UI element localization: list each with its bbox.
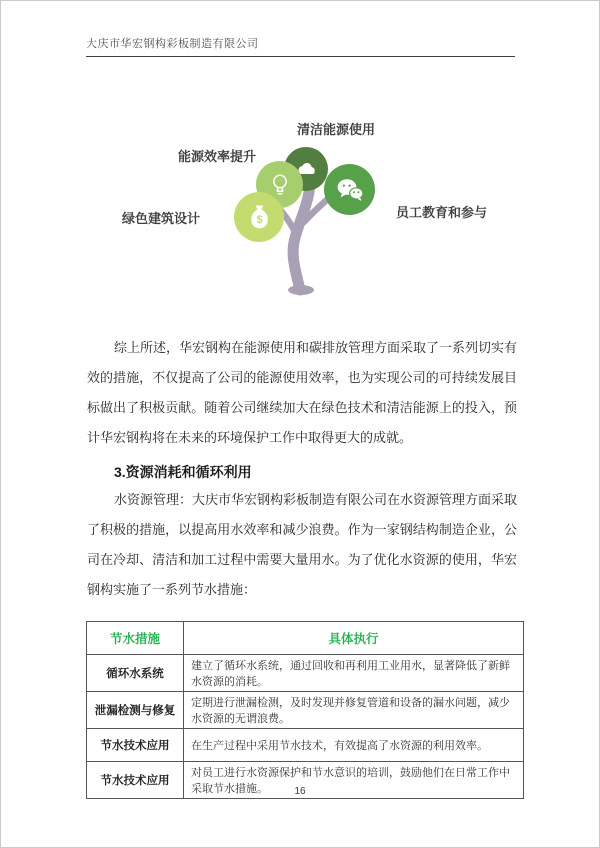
detail-cell: 对员工进行水资源保护和节水意识的培训，鼓励他们在日常工作中采取节水措施。 <box>184 762 524 799</box>
label-clean-energy: 清洁能源使用 <box>297 122 376 137</box>
table-row <box>87 729 524 762</box>
page-header <box>86 34 515 57</box>
green-building-circle <box>234 192 284 242</box>
header-company-name: 大庆市华宏钢构彩板制造有限公司 <box>86 38 259 50</box>
lightbulb-icon <box>268 172 292 198</box>
detail-cell: 定期进行泄漏检测，及时发现并修复管道和设备的漏水问题，减少水资源的无谓浪费。 <box>184 692 524 729</box>
page-number: 16 <box>294 786 306 797</box>
money-bag-icon <box>246 203 273 231</box>
detail-cell: 建立了循环水系统，通过回收和再利用工业用水，显著降低了新鲜水资源的消耗。 <box>184 655 524 692</box>
section-heading-resources: 3.资源消耗和循环利用 <box>114 464 252 480</box>
paragraph-water-management: 水资源管理：大庆市华宏钢构彩板制造有限公司在水资源管理方面采取了积极的措施，以提高用水效率和减少浪费。作为一家钢结构制造企业，公司在冷却、清洁和加工过程中需要大量用水。为了优化水资源的使用，华宏钢构实施了一系列节水措施： <box>87 492 518 597</box>
label-energy-efficiency: 能源效率提升 <box>178 149 257 164</box>
employee-education-circle <box>324 164 375 215</box>
water-saving-table <box>86 621 524 799</box>
measure-cell: 节水技术应用 <box>87 729 184 762</box>
wechat-icon <box>335 177 365 203</box>
measure-cell: 节水技术应用 <box>87 762 184 799</box>
label-green-building: 绿色建筑设计 <box>122 211 201 226</box>
table-row <box>87 655 524 692</box>
measure-cell: 循环水系统 <box>87 655 184 692</box>
svg-text:$: $ <box>255 214 263 227</box>
detail-cell: 在生产过程中采用节水技术，有效提高了水资源的利用效率。 <box>184 729 524 762</box>
green-energy-tree-diagram <box>86 106 516 306</box>
table-row <box>87 692 524 729</box>
paragraph-energy-summary: 综上所述，华宏钢构在能源使用和碳排放管理方面采取了一系列切实有效的措施，不仅提高了公司的能源使用效率，也为实现公司的可持续发展目标做出了积极贡献。随着公司继续加大在绿色技术和清洁能源上的投入，预计华宏钢构将在未来的环境保护工作中取得更大的成就。 <box>87 340 518 445</box>
label-employee-education: 员工教育和参与 <box>396 205 488 220</box>
table-header-execution: 具体执行 <box>184 622 524 655</box>
table-header-measure: 节水措施 <box>87 622 184 655</box>
table-header-row <box>87 622 524 655</box>
measure-cell: 泄漏检测与修复 <box>87 692 184 729</box>
